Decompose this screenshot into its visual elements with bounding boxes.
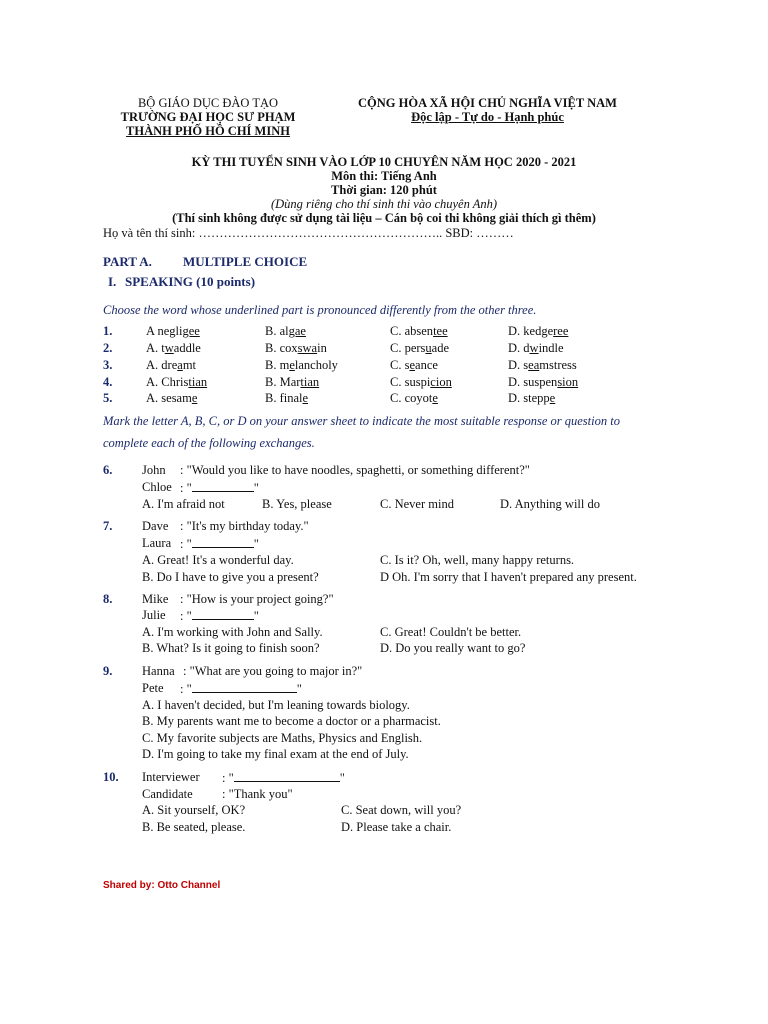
- pron-q3-option-a: [146, 358, 196, 373]
- q6-speaker-2-line: [180, 480, 259, 496]
- underlined-part: w: [164, 341, 174, 355]
- q6-quote-open: : ": [180, 481, 192, 495]
- q9-quote-close: ": [296, 682, 302, 696]
- option-prefix: B. al: [265, 324, 289, 338]
- q10-speaker-1: Interviewer: [142, 770, 200, 784]
- option-prefix: A negli: [146, 324, 183, 338]
- exam-rule: (Thí sinh không được sử dụng tài liệu – Cán bộ coi thi không giải thích gì thêm): [172, 211, 596, 225]
- option-prefix: D. kedge: [508, 324, 554, 338]
- underlined-part: tee: [433, 324, 448, 338]
- underlined-part: a: [177, 358, 183, 372]
- q7-answer-blank: [192, 536, 254, 548]
- pron-q3-option-d: [508, 358, 577, 373]
- q9-answer-blank: [192, 681, 297, 693]
- option-suffix: addle: [173, 341, 201, 355]
- exam-title: KỲ THI TUYỂN SINH VÀO LỚP 10 CHUYÊN NĂM HỌC 2020 - 2021: [191, 155, 577, 169]
- pron-q4-option-c: [390, 375, 452, 390]
- option-prefix: D. stepp: [508, 391, 550, 405]
- q9-speaker-1-line: : "What are you going to major in?": [183, 664, 363, 678]
- q7-quote-close: ": [253, 537, 259, 551]
- q10-quote-close: ": [339, 771, 345, 785]
- q10-number: 10.: [103, 770, 119, 784]
- option-suffix: ade: [431, 341, 450, 355]
- q7-option-c: C. Is it? Oh, well, many happy returns.: [380, 553, 575, 567]
- option-prefix: D. d: [508, 341, 530, 355]
- q9-speaker-1: Hanna: [142, 664, 175, 678]
- option-prefix: B. final: [265, 391, 303, 405]
- city-name: THÀNH PHỐ HỒ CHÍ MINH: [126, 124, 290, 138]
- option-prefix: C. pers: [390, 341, 426, 355]
- underlined-part: e: [409, 358, 416, 372]
- underlined-part: w: [529, 341, 539, 355]
- pron-q5-option-d: [508, 391, 555, 406]
- underlined-part: e: [432, 391, 438, 405]
- underlined-part: swa: [297, 341, 318, 355]
- option-prefix: B. Mar: [265, 375, 301, 389]
- q6-speaker-2: Chloe: [142, 480, 172, 494]
- q9-speaker-2: Pete: [142, 681, 164, 695]
- q9-quote-open: : ": [180, 682, 192, 696]
- q6-answer-blank: [192, 480, 254, 492]
- exam-time: Thời gian: 120 phút: [331, 183, 437, 197]
- q8-speaker-2: Julie: [142, 608, 166, 622]
- underlined-part: gee: [182, 324, 200, 338]
- q7-speaker-1: Dave: [142, 519, 169, 533]
- q8-quote-open: : ": [180, 609, 192, 623]
- pron-q3-number: 3.: [103, 358, 113, 372]
- option-suffix: indle: [538, 341, 564, 355]
- q7-option-b: B. Do I have to give you a present?: [142, 570, 319, 584]
- q6-speaker-1: John: [142, 463, 166, 477]
- q10-quote-open: : ": [222, 771, 234, 785]
- option-prefix: C. absen: [390, 324, 434, 338]
- q7-quote-open: : ": [180, 537, 192, 551]
- pron-q5-number: 5.: [103, 391, 113, 405]
- ministry-header: [98, 96, 318, 138]
- underlined-part: cion: [430, 375, 452, 389]
- option-prefix: C. s: [390, 358, 410, 372]
- q8-speaker-1: Mike: [142, 592, 169, 606]
- pron-q2-option-c: [390, 341, 449, 356]
- option-prefix: C. coyot: [390, 391, 433, 405]
- underlined-part: e: [191, 391, 198, 405]
- pron-q4-number: 4.: [103, 375, 113, 389]
- option-suffix: ance: [415, 358, 438, 372]
- q6-option-a: A. I'm afraid not: [142, 497, 225, 511]
- exam-note: (Dùng riêng cho thí sinh thi vào chuyên Anh): [270, 197, 498, 211]
- underlined-part: u: [425, 341, 432, 355]
- pron-q5-option-c: [390, 391, 438, 406]
- q8-option-a: A. I'm working with John and Sally.: [142, 625, 323, 639]
- pron-q5-option-b: [265, 391, 308, 406]
- underlined-part: e: [289, 358, 295, 372]
- national-motto: Độc lập - Tự do - Hạnh phúc: [411, 110, 564, 124]
- q10-speaker-1-line: [222, 770, 345, 786]
- q6-quote-close: ": [253, 481, 259, 495]
- q10-option-d: D. Please take a chair.: [341, 820, 452, 834]
- pron-q1-option-d: [508, 324, 568, 339]
- q7-number: 7.: [103, 519, 113, 533]
- pron-q3-option-b: [265, 358, 338, 373]
- q9-number: 9.: [103, 664, 113, 678]
- pron-q4-option-d: [508, 375, 578, 390]
- option-prefix: A. Chris: [146, 375, 189, 389]
- pron-q2-number: 2.: [103, 341, 113, 355]
- instruction-exchanges-2: complete each of the following exchanges.: [103, 436, 315, 450]
- ministry-name: BỘ GIÁO DỤC ĐÀO TẠO: [137, 96, 279, 110]
- underlined-part: sion: [557, 375, 579, 389]
- q8-option-c: C. Great! Couldn't be better.: [380, 625, 522, 639]
- underlined-part: e: [302, 391, 309, 405]
- instruction-pronunciation: Choose the word whose underlined part is pronounced differently from the other three.: [103, 303, 537, 317]
- pron-q1-number: 1.: [103, 324, 113, 338]
- q8-speaker-2-line: [180, 608, 259, 624]
- option-prefix: D. s: [508, 358, 529, 372]
- pron-q5-option-a: [146, 391, 197, 406]
- q8-number: 8.: [103, 592, 113, 606]
- option-prefix: B. m: [265, 358, 290, 372]
- q9-speaker-2-line: [180, 681, 302, 697]
- pron-q1-option-a: [146, 324, 200, 339]
- pron-q2-option-a: [146, 341, 201, 356]
- exam-title-block: [80, 155, 688, 225]
- university-name: TRƯỜNG ĐẠI HỌC SƯ PHẠM: [120, 110, 296, 124]
- q8-speaker-1-line: : "How is your project going?": [180, 592, 334, 606]
- q10-option-c: C. Seat down, will you?: [341, 803, 462, 817]
- option-suffix: lancholy: [294, 358, 338, 372]
- pron-q2-option-b: [265, 341, 327, 356]
- q7-option-a: A. Great! It's a wonderful day.: [142, 553, 294, 567]
- option-prefix: D. suspen: [508, 375, 558, 389]
- q6-number: 6.: [103, 463, 113, 477]
- underlined-part: tian: [300, 375, 320, 389]
- pron-q2-option-d: [508, 341, 564, 356]
- pron-q4-option-b: [265, 375, 319, 390]
- q9-option-c: C. My favorite subjects are Maths, Physics and English.: [142, 731, 423, 745]
- q7-speaker-2-line: [180, 536, 259, 552]
- pron-q1-option-c: [390, 324, 448, 339]
- option-suffix: in: [317, 341, 327, 355]
- instruction-exchanges-1: Mark the letter A, B, C, or D on your answer sheet to indicate the most suitable response or question to: [103, 414, 620, 428]
- q6-option-b: B. Yes, please: [262, 497, 332, 511]
- exam-subject: Môn thi: Tiếng Anh: [331, 169, 437, 183]
- option-prefix: B. cox: [265, 341, 298, 355]
- q9-option-b: B. My parents want me to become a doctor or a pharmacist.: [142, 714, 441, 728]
- underlined-part: tian: [188, 375, 208, 389]
- republic-name: CỘNG HÒA XÃ HỘI CHỦ NGHĨA VIỆT NAM: [358, 96, 617, 110]
- q9-option-d: D. I'm going to take my final exam at the end of July.: [142, 747, 409, 761]
- underlined-part: ree: [553, 324, 569, 338]
- underlined-part: ea: [528, 358, 540, 372]
- q7-speaker-2: Laura: [142, 536, 172, 550]
- part-a-label: PART A.: [103, 254, 152, 269]
- q10-speaker-2-line: : "Thank you": [222, 787, 293, 801]
- pron-q4-option-a: [146, 375, 207, 390]
- q8-option-b: B. What? Is it going to finish soon?: [142, 641, 320, 655]
- q10-option-a: A. Sit yourself, OK?: [142, 803, 246, 817]
- q10-option-b: B. Be seated, please.: [142, 820, 246, 834]
- option-prefix: A. t: [146, 341, 165, 355]
- underlined-part: gae: [288, 324, 306, 338]
- q6-speaker-1-line: : "Would you like to have noodles, spaghetti, or something different?": [180, 463, 530, 477]
- option-suffix: mstress: [539, 358, 577, 372]
- option-prefix: A. dre: [146, 358, 178, 372]
- q10-answer-blank: [234, 770, 340, 782]
- q7-speaker-1-line: : "It's my birthday today.": [180, 519, 309, 533]
- shared-by-footer: Shared by: Otto Channel: [103, 880, 221, 891]
- q9-option-a: A. I haven't decided, but I'm leaning towards biology.: [142, 698, 410, 712]
- option-suffix: mt: [182, 358, 197, 372]
- section-1-label: I.: [108, 274, 117, 289]
- part-a-title: MULTIPLE CHOICE: [183, 254, 308, 269]
- q7-option-d: D Oh. I'm sorry that I haven't prepared any present.: [380, 570, 637, 584]
- q8-quote-close: ": [253, 609, 259, 623]
- republic-header: [335, 96, 640, 124]
- q8-option-d: D. Do you really want to go?: [380, 641, 526, 655]
- q8-answer-blank: [192, 608, 254, 620]
- q6-option-d: D. Anything will do: [500, 497, 601, 511]
- pron-q1-option-b: [265, 324, 306, 339]
- section-1-title: SPEAKING (10 points): [125, 274, 256, 289]
- pron-q3-option-c: [390, 358, 438, 373]
- q10-speaker-2: Candidate: [142, 787, 193, 801]
- underlined-part: e: [549, 391, 556, 405]
- option-prefix: A. sesam: [146, 391, 192, 405]
- q6-option-c: C. Never mind: [380, 497, 454, 511]
- option-prefix: C. suspi: [390, 375, 431, 389]
- candidate-info-line: Họ và tên thí sinh: ………………………………………………….. SBD: ………: [103, 226, 514, 240]
